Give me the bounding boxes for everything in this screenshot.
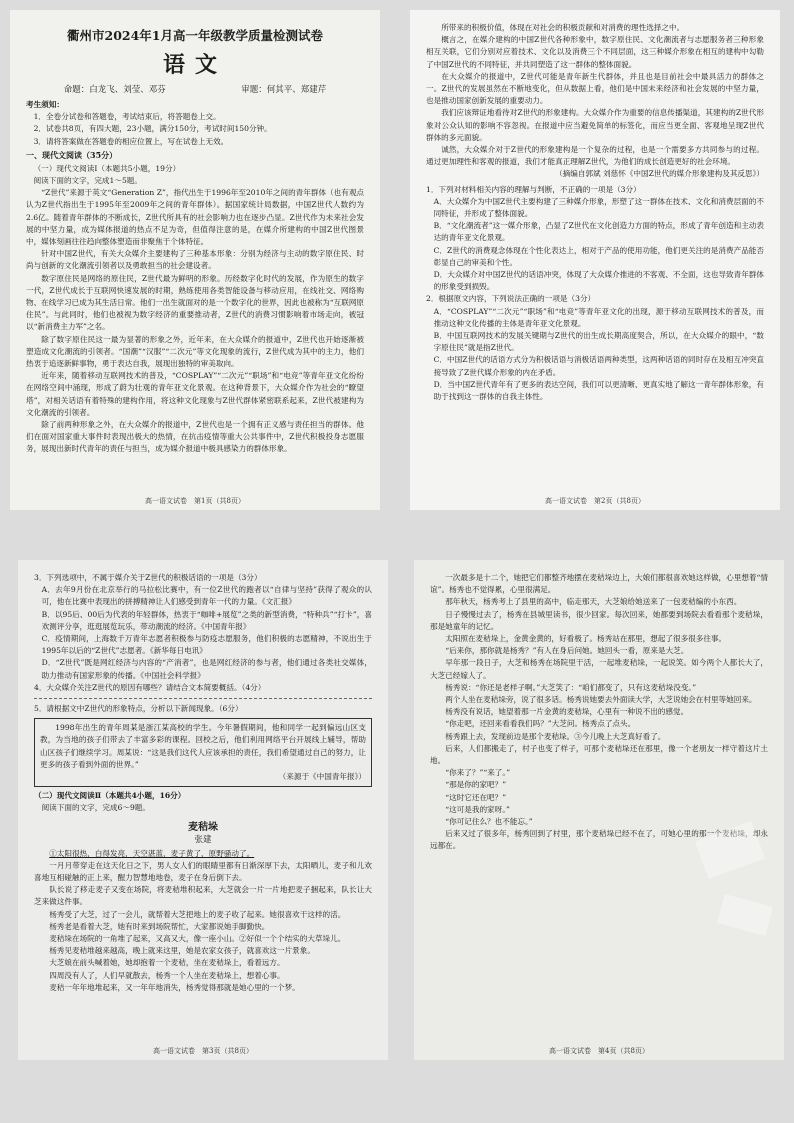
question: 5．请根据文中Z世代的形象特点，分析以下新闻现象。（6分） — [34, 704, 243, 714]
exam-page-2 — [410, 10, 780, 510]
paragraph: 杨秀跟上去，发现前边是那个麦秸垛。③今儿晚上大芝真好看了。 — [445, 731, 666, 741]
paragraph: 大芝娘在前头喊着她，她却抱着一个麦秸，坐在麦秸垛上，看着远方。 — [49, 958, 285, 968]
paragraph: 我们应该辩证地看待对Z世代的形象建构。大众媒介作为重要的信息传播渠道，其建构的Z世代形象对公众认知的影响不容忽视。在报道中应当避免简单的标签化，而应当更全面、客观地呈现Z世代群体的多元面貌。 — [426, 108, 764, 142]
option: A．大众媒介为中国Z世代主要构建了三种媒介形象，形塑了这一群体在技术、文化和消费层面的不同特征，并形成了整体面貌。 — [433, 196, 764, 219]
instruction: 阅读下面的文字，完成6～9题。 — [41, 803, 150, 813]
notice-item: 1．全卷分试卷和答题卷，考试结束后，将答题卷上交。 — [33, 112, 221, 122]
option: A．“COSPLAY”“二次元”“职场”和“电竞”等青年亚文化的出现，源于移动互联网技术的普及，而推动这种文化传播的主体是青年亚文化景观。 — [433, 306, 764, 328]
option: B．中国互联网技术的发展关键期与Z世代的出生成长期高度契合，所以，在大众媒介的眼中，“数字原住民”就是指Z世代。 — [433, 331, 764, 353]
paragraph: 杨秀老是看着大芝，她有时来到场院帮忙，大家都说她手脚勤快。 — [49, 921, 270, 931]
notice-title: 考生须知： — [26, 100, 64, 109]
paragraph: 杨秀说：“你还是老样子啊。”大芝笑了：“咱们都变了，只有这麦秸垛没变。” — [445, 682, 697, 692]
instruction: 阅读下面的文字，完成1～5题。 — [33, 176, 142, 186]
story-title: 麦秸垛 — [188, 821, 218, 833]
paragraph: 早年那一段日子，大芝和杨秀在场院里干活，一起堆麦秸垛，一起说笑。如今两个人都长大了，大芝已经嫁人了。 — [430, 658, 768, 680]
option: A．去年9月份在北京举行的马拉松比赛中，有一位Z世代的跑者以“自律与坚持”获得了观众的认可，他在比赛中表现出的拼搏精神让人们感受到青年一代的力量。《文汇报》 — [41, 585, 372, 607]
page-footer: 高一语文试卷 第1页（共8页） — [145, 497, 245, 505]
paragraph: 杨秀受了大芝，过了一会儿，就帮着大芝把地上的麦子收了起来。她很喜欢干这样的活。 — [49, 909, 346, 919]
paragraph: 在大众媒介的报道中，Z世代可能是青年新生代群体，并且也是目前社会中最具活力的群体之一。Z世代的发展虽然在不断地变化，但从数据上看，他们是中国未来经济和社会发展的中坚力量，也是推动国家创新发展的重要动力。 — [426, 71, 764, 106]
subsection-heading: （一）现代文阅读Ⅰ（本题共5小题，19分） — [33, 163, 181, 173]
paragraph: “Z世代”来源于英文“Generation Z”，指代出生于1996年至2010年之间的青年群体（也有观点认为Z世代指出生于1995年至2009年之间的青年群体）。据国家统计局数据，中国Z世代人数约为2.6亿。随着青年群体的不断成长，Z世代所具有的社会影响力也在逐步凸显。Z世代作为未来社会发展的中坚力量，成为媒体报道的热点不足为奇，但值得注意的是，在媒介所建构的中国Z世代图景中，媒体刻画往往趋向整体塑造而非聚焦于个体特征。 — [26, 188, 365, 247]
article-body — [426, 22, 764, 181]
question: 2．根据原文内容，下列说法正确的一项是（3分） — [426, 294, 596, 304]
paragraph: 除了前两种形象之外，在大众媒介的报道中，Z世代也是一个拥有正义感与责任担当的群体。他们在面对国家重大事件时表现出极大的热情，在抗击疫情等重大公共事件中，Z世代积极投身志愿服务，展现出新时代青年的责任与担当，成为媒介报道中极具感染力的群体形象。 — [26, 420, 364, 454]
question: 1．下列对材料相关内容的理解与判断，不正确的一项是（3分） — [426, 184, 641, 194]
news-box — [34, 718, 372, 787]
questions — [34, 572, 372, 694]
section-heading: 一、现代文阅读（35分） — [26, 149, 118, 160]
page-footer: 高一语文试卷 第2页（共8页） — [545, 497, 645, 505]
subsection — [34, 790, 372, 814]
dialogue-line: “这可是我的家呀。” — [445, 804, 510, 814]
story-body — [34, 848, 372, 994]
paragraph: 数字原住民是网络的原住民，Z世代最为鲜明的形象。历经数字化时代的发展，作为原生的数字一代，Z世代成长于互联网快速发展的时期，熟练使用各类智能设备与移动应用，在线社交、网络购物、在线学习已成为其生活日常。他们一出生就面对的是一个数字化的世界，因此也被称为“互联网原住民”。与此同时，他们也被视为数字经济的重要推动者，Z世代的消费习惯影响着市场走向，被冠以“新消费主力军”之名。 — [26, 273, 365, 332]
news-source: （来源于《中国青年报》） — [278, 772, 366, 782]
proposers: 命题：白龙飞、刘莹、邓芬 — [63, 85, 166, 95]
questions — [426, 184, 764, 404]
dialogue-line: “那是你的家吧？” — [445, 780, 507, 790]
answer-divider — [34, 698, 372, 699]
option: C．疫情期间，上海数千万青年志愿者积极参与防疫志愿服务，他们积极的志愿精神，不说出生于1995年以后的“Z世代”志愿者。《新华每日电讯》 — [41, 634, 372, 656]
paragraph: ①太阳很热，白得发亮，天空湛蓝，麦子黄了，原野骚动了。 — [49, 848, 255, 858]
paragraph: 所带来的积极价值，体现在对社会的积极贡献和对消费的理性选择之中。 — [441, 23, 685, 32]
paragraph: 太阳照在麦秸垛上，金黄金黄的，好看极了。杨秀站在那里，想起了很多很多往事。 — [445, 634, 727, 644]
paragraph: 概言之，在媒介建构的中国Z世代各种形象中，数字原住民、文化潮流者与志愿服务者三种形象相互关联，它们分别对应着技术、文化以及消费三个不同层面，这三种媒介形象在相互的建构中勾勒了中国Z世代的不同特征，并共同塑造了这一群体的整体面貌。 — [426, 35, 764, 69]
option: C．中国Z世代的话语方式分为积极话语与消极话语两种类型，这两种话语的同时存在及相互冲突直接导致了Z世代媒介形象的内在矛盾。 — [433, 355, 764, 377]
paragraph: 杨秀没有说话，她望着那一片金黄的麦秸垛，心里有一种说不出的感觉。 — [445, 707, 689, 717]
paragraph: 针对中国Z世代，有关大众媒介主要建构了三种基本形象：分别为经济与主动的数字原住民、时尚与创新的文化潮流引领者以及勇敢担当的社会建设者。 — [26, 249, 364, 271]
paragraph: 日子慢慢过去了，杨秀在县城里读书，很少回家。每次回来，她都要到场院去看看那个麦秸垛，那是她童年的记忆。 — [430, 609, 768, 631]
paragraph: 后来又过了很多年，杨秀回到了村里，那个麦秸垛已经不在了，可她心里的那一个麦秸垛，却永远都在。 — [430, 829, 768, 851]
exam-page-1 — [10, 10, 380, 510]
news-text: 1998年出生的青年周某是浙江某高校的学生。今年暑假期间，他和同学一起到偏远山区支教，为当地的孩子们带去了丰富多彩的课程。回校之后，他们利用网络平台开展线上辅导，帮助山区孩子们继续学习。周某说：“这是我们这代人应该承担的责任，我们希望通过自己的努力，让更多的孩子看到外面的世界。” — [40, 723, 366, 769]
paragraph: 诚然，大众媒介对于Z世代的形象建构是一个复杂的过程，也是一个需要多方共同参与的过程。通过更加理性和客观的报道，我们才能真正理解Z世代，为他们的成长创造更好的社会环境。 — [426, 145, 764, 167]
story-body — [430, 572, 768, 853]
page-footer: 高一语文试卷 第4页（共8页） — [549, 1047, 649, 1055]
paragraph: 杨秀见麦秸堆越来越高，晚上就来这里，她是农家女孩子，就喜欢这一片景象。 — [49, 946, 315, 956]
authors-line — [26, 83, 364, 95]
option: D．“Z世代”既是网红经济与内容的“产消者”，也是网红经济的参与者，他们通过各类社交媒体，助力推动有国家形象的传播。《中国社会科学报》 — [41, 658, 372, 680]
dialogue-line: “这时它还在吧？” — [445, 792, 507, 802]
paragraph: 那年秋天，杨秀考上了县里的高中，临走那天，大芝娘给她送来了一包麦秸编的小东西。 — [445, 597, 742, 607]
exam-page-4 — [414, 560, 784, 1060]
paragraph: 近年来，随着移动互联网技术的普及，“COSPLAY”“二次元”“职场”和“电竞”等青年亚文化纷纷在网络空间中涌现，形成了蔚为壮观的青年亚文化景观。在这种背景下，大众媒介作为社会的“瞭望塔”，对相关话语有着特殊的建构作用，将这种文化现象与Z世代群体紧密联系起来，Z世代被建构为文化潮流的引领者。 — [26, 371, 364, 417]
question-5 — [34, 703, 372, 715]
subsection — [26, 163, 364, 187]
paragraph: 四周没有人了，人们早就散去，杨秀一个人坐在麦秸垛上，想着心事。 — [49, 970, 285, 980]
paragraph: 麦秸一年年地堆起来，又一年年地消失，杨秀觉得那就是她心里的一个梦。 — [49, 982, 300, 992]
dialogue-line: “你可记住么？也不能忘。” — [445, 817, 533, 827]
paragraph: 一月月带穿走在这天化日之下，男人女人们的眼睛里都有日渐深厚下去，太阳晒儿，麦子和儿欢喜地互相碰触的正上来，醒力智慧地地卷，麦子在身后倒下去。 — [34, 860, 372, 883]
option: C．Z世代的消费观念体现在个性化表达上，相对于产品的使用功能，他们更关注的是消费产品能否彰显自己的审美和个性。 — [433, 245, 764, 267]
subject-heading: 语文 — [162, 52, 227, 78]
exam-notice — [26, 99, 364, 148]
question: 3．下列选项中，不属于媒介关于Z世代的积极话语的一项是（3分） — [34, 573, 262, 582]
page-footer: 高一语文试卷 第3页（共8页） — [153, 1047, 253, 1055]
paragraph: 后来，人们都搬走了，村子也变了样子，可那个麦秸垛还在那里，像一个老朋友一样守着这片土地。 — [430, 743, 768, 766]
option: B．以95后、00后为代表的年轻群体，热衷于“咖啡+展览”之类的新型消费，“特种兵”“打卡”，喜欢测评分享，逛逛展览玩乐，带动潮流的经济。《中国青年报》 — [41, 609, 372, 631]
article-body — [26, 187, 364, 455]
story-author: 张建 — [194, 834, 212, 845]
exam-page-3 — [18, 560, 388, 1060]
option: D．大众媒介对中国Z世代的话语冲突，体现了大众媒介推进的不客观、不全面，这也导致青年群体的形象受到损毁。 — [433, 270, 764, 292]
article-source: （摘编自郭斌 刘慈怀《中国Z世代的媒介形象建构及其反思》） — [555, 169, 764, 179]
paragraph: 一次最多是十二个，她把它们都整齐地摆在麦秸垛边上，大娘们都很喜欢她这样做，心里想着“情谊”。杨秀也不觉得累，心里很满足。 — [430, 573, 769, 595]
notice-item: 3．请将答案做在答题卷的相应位置上，写在试卷上无效。 — [33, 136, 229, 146]
paragraph: “后来你，那你就是杨秀？”有人在身后问她。她回头一看，原来是大芝。 — [445, 646, 689, 656]
paragraph: 队长说了移走麦子又变在场院，将麦秸堆积起来，大芝就会一片一片地把麦子捆起来，队长让大芝来做这件事。 — [34, 885, 372, 907]
reviewers: 审题：何其平、郑建芹 — [241, 85, 327, 95]
paragraph: “你走吧，还回来看看我们吗？”大芝问。杨秀点了点头。 — [445, 719, 636, 729]
paragraph: 除了数字原住民这一最为显著的形象之外，近年来，在大众媒介的报道中，Z世代也开始逐渐被塑造成文化潮流的引领者。“国潮”“汉服”“二次元”等文化现象的流行，Z世代成为其中的主力，他们热衷于追逐新鲜事物，勇于表达自我，展现出独特的审美取向。 — [26, 334, 364, 369]
paragraph: 两个人坐在麦秸垛旁，说了很多话。杨秀说她要去外面读大学，大芝说她会在村里等她回来。 — [445, 695, 757, 705]
dialogue-line: “你来了？”“来了。” — [445, 768, 511, 778]
exam-title: 衢州市2024年1月高一年级教学质量检测试卷 — [67, 28, 323, 43]
notice-item: 2．试卷共8页，有四大题，23小题，满分150分，考试时间150分钟。 — [33, 124, 272, 134]
subsection-heading: （二）现代文阅读Ⅱ（本题共4小题，16分） — [34, 791, 186, 801]
question: 4．大众媒介关注Z世代的原因有哪些？请结合文本简要概括。（4分） — [34, 682, 266, 692]
paragraph: 麦秸垛在场院的一角堆了起来，又高又大，像一座小山。②好似一个个结实的大草垛儿。 — [49, 934, 346, 944]
option: B．“文化潮流者”这一媒介形象，凸显了Z世代在文化创造力方面的特点，形成了青年创造和主动表达的青年亚文化景观。 — [433, 221, 764, 243]
option: D．当中国Z世代青年有了更多的表达空间，我们可以更清晰、更真实地了解这一青年群体形象，有助于找到这一群体的自我主体性。 — [433, 379, 764, 402]
